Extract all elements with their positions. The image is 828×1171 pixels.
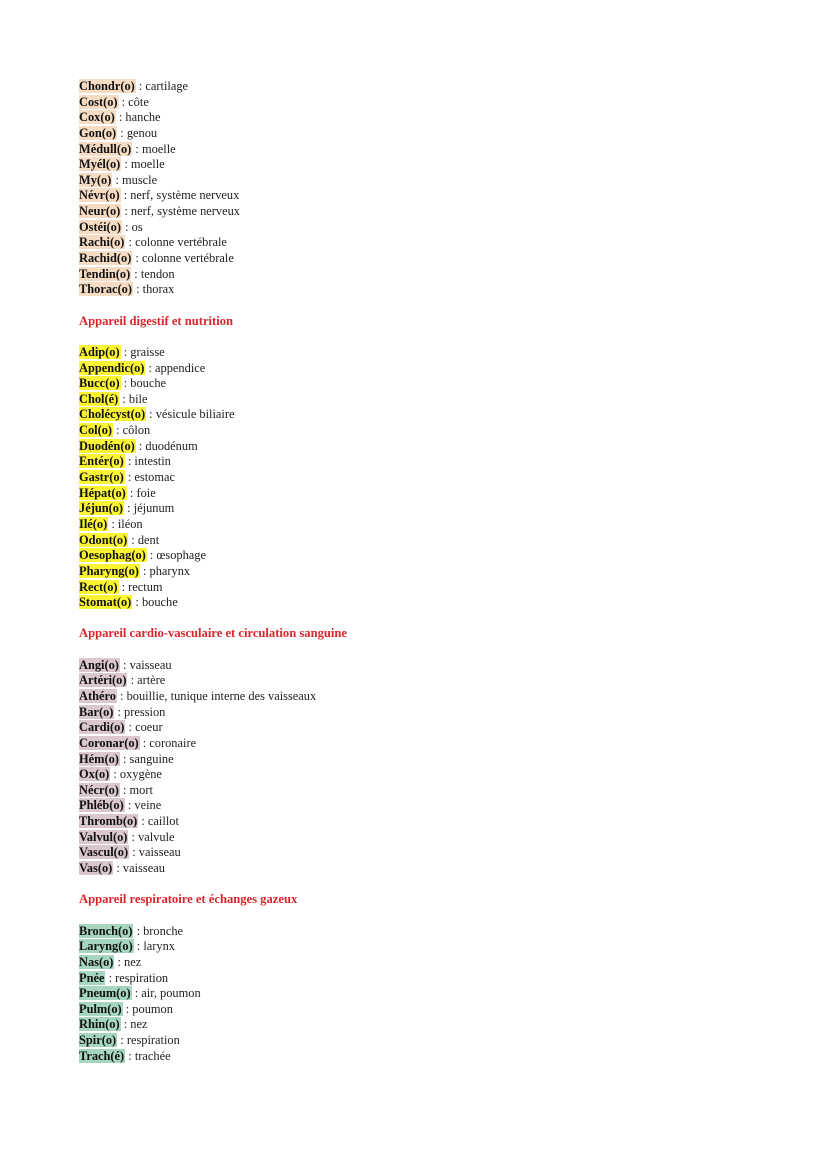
glossary-entry [79,142,779,158]
glossary-entry [79,798,779,814]
glossary-entry [79,689,779,705]
section-cardiovascular-list [79,658,779,877]
glossary-entry [79,235,779,251]
prefix-definition: : nez [114,954,142,969]
prefix-definition: : nerf, système nerveux [121,204,241,219]
prefix-term: Gastr(o) [79,470,124,485]
prefix-term: Cardi(o) [79,720,125,735]
prefix-term: Thromb(o) [79,814,138,829]
glossary-entry [79,548,779,564]
glossary-entry [79,220,779,236]
prefix-term: Stomat(o) [79,595,132,610]
glossary-entry [79,407,779,423]
prefix-definition: : vaisseau [129,845,181,860]
prefix-term: Névr(o) [79,188,120,203]
glossary-entry [79,783,779,799]
prefix-definition: : coeur [125,720,163,735]
prefix-definition: : estomac [124,470,175,485]
prefix-definition: : côlon [113,423,151,438]
prefix-definition: : côte [118,94,149,109]
glossary-entry [79,955,779,971]
glossary-entry [79,595,779,611]
prefix-definition: : nerf, système nerveux [120,188,240,203]
glossary-entry [79,564,779,580]
prefix-definition: : moelle [121,157,165,172]
prefix-term: Spir(o) [79,1033,117,1048]
prefix-definition: : jéjunum [124,501,175,516]
section-heading-cardiovascular: Appareil cardio-vasculaire et circulation sanguine [79,626,347,641]
prefix-definition: : bouche [132,595,178,610]
glossary-entry [79,376,779,392]
glossary-entry [79,392,779,408]
section-heading-digestive: Appareil digestif et nutrition [79,313,234,328]
glossary-entry [79,830,779,846]
prefix-term: Athéro [79,688,116,703]
glossary-entry [79,1049,779,1065]
prefix-term: Cost(o) [79,94,118,109]
prefix-term: Artéri(o) [79,673,127,688]
prefix-term: Nas(o) [79,954,114,969]
section-respiratory-list [79,924,779,1065]
prefix-term: Chondr(o) [79,79,135,93]
prefix-term: Nécr(o) [79,782,119,797]
prefix-term: Hém(o) [79,751,119,766]
prefix-definition: : foie [126,485,156,500]
prefix-definition: : intestin [124,454,171,469]
prefix-definition: : genou [117,125,158,140]
glossary-entry [79,110,779,126]
prefix-term: Pneum(o) [79,986,131,1001]
glossary-entry [79,1002,779,1018]
glossary-entry [79,736,779,752]
glossary-entry [79,767,779,783]
prefix-term: Ox(o) [79,767,110,782]
prefix-definition: : larynx [133,939,175,954]
prefix-definition: : bronche [133,923,184,938]
glossary-entry [79,1033,779,1049]
prefix-definition: : bile [119,391,148,406]
prefix-term: Bar(o) [79,704,114,719]
glossary-entry [79,157,779,173]
prefix-definition: : respiration [105,970,169,985]
glossary-entry [79,454,779,470]
prefix-term: Hépat(o) [79,485,126,500]
prefix-term: Cholécyst(o) [79,407,146,422]
prefix-definition: : veine [124,798,162,813]
prefix-term: Entér(o) [79,454,124,469]
glossary-entry [79,267,779,283]
prefix-definition: : vésicule biliaire [146,407,235,422]
prefix-definition: : coronaire [139,735,197,750]
prefix-term: Myél(o) [79,157,121,172]
prefix-term: Rachi(o) [79,235,125,250]
prefix-definition: : bouche [120,376,167,391]
prefix-term: Thorac(o) [79,282,132,297]
prefix-definition: : nez [120,1017,148,1032]
prefix-term: Coronar(o) [79,735,139,750]
prefix-term: Vascul(o) [79,845,129,860]
prefix-definition: : colonne vertébrale [125,235,227,250]
prefix-term: Vas(o) [79,861,113,876]
glossary-entry [79,517,779,533]
prefix-definition: : vaisseau [113,861,165,876]
glossary-entry [79,345,779,361]
glossary-entry [79,924,779,940]
glossary-entry [79,361,779,377]
prefix-term: Chol(é) [79,391,119,406]
prefix-term: Cox(o) [79,110,115,125]
prefix-definition: : œsophage [146,548,206,563]
prefix-definition: : bouillie, tunique interne des vaisseaux [116,688,317,703]
prefix-definition: : os [121,219,143,234]
glossary-entry [79,501,779,517]
prefix-definition: : graisse [120,344,165,359]
prefix-term: Oesophag(o) [79,548,146,563]
glossary-content [79,79,779,1064]
prefix-definition: : colonne vertébrale [132,251,234,266]
glossary-entry [79,423,779,439]
glossary-entry [79,580,779,596]
glossary-entry [79,720,779,736]
prefix-term: Col(o) [79,423,113,438]
prefix-term: Médull(o) [79,141,132,156]
section-heading-respiratory: Appareil respiratoire et échanges gazeux [79,892,298,907]
prefix-definition: : respiration [117,1033,180,1048]
prefix-definition: : muscle [112,172,158,187]
glossary-entry [79,986,779,1002]
prefix-definition: : hanche [115,110,161,125]
prefix-definition: : mort [119,782,153,797]
prefix-definition: : poumon [122,1001,173,1016]
prefix-definition: : rectum [118,579,163,594]
prefix-definition: : trachée [125,1048,171,1063]
glossary-entry [79,861,779,877]
prefix-term: Rachid(o) [79,251,132,266]
prefix-term: Jéjun(o) [79,501,124,516]
glossary-entry [79,126,779,142]
prefix-term: Appendic(o) [79,360,145,375]
prefix-definition: : thorax [133,282,175,297]
section-musculoskeletal-list [79,79,779,298]
glossary-entry [79,814,779,830]
glossary-entry [79,939,779,955]
prefix-term: Bucc(o) [79,376,120,391]
prefix-definition: : moelle [132,141,176,156]
prefix-term: Neur(o) [79,204,121,219]
prefix-definition: : duodénum [135,438,198,453]
prefix-definition: : pression [114,704,166,719]
prefix-term: Duodén(o) [79,438,135,453]
prefix-term: Angi(o) [79,657,119,672]
prefix-definition: : vaisseau [119,657,172,672]
prefix-term: Pharyng(o) [79,563,139,578]
prefix-term: Pnée [79,970,105,985]
glossary-entry [79,173,779,189]
prefix-term: My(o) [79,172,112,187]
prefix-definition: : dent [128,532,160,547]
prefix-definition: : pharynx [139,563,191,578]
prefix-definition: : oxygène [110,767,162,782]
prefix-definition: : cartilage [135,79,189,93]
glossary-entry [79,673,779,689]
prefix-term: Ostéi(o) [79,219,121,234]
glossary-entry [79,658,779,674]
prefix-definition: : artère [127,673,166,688]
glossary-entry [79,845,779,861]
prefix-term: Laryng(o) [79,939,133,954]
glossary-entry [79,282,779,298]
glossary-entry [79,470,779,486]
prefix-term: Adip(o) [79,344,120,359]
prefix-definition: : valvule [128,829,175,844]
glossary-entry [79,705,779,721]
prefix-definition: : iléon [108,516,143,531]
prefix-term: Trach(é) [79,1048,125,1063]
glossary-entry [79,251,779,267]
prefix-term: Ilé(o) [79,516,108,531]
prefix-term: Bronch(o) [79,923,133,938]
prefix-term: Odont(o) [79,532,128,547]
glossary-entry [79,752,779,768]
prefix-term: Valvul(o) [79,829,128,844]
glossary-entry [79,204,779,220]
prefix-definition: : air, poumon [131,986,201,1001]
prefix-term: Pulm(o) [79,1001,122,1016]
glossary-entry [79,79,779,95]
glossary-entry [79,439,779,455]
section-digestive-list [79,345,779,611]
prefix-term: Gon(o) [79,125,117,140]
prefix-definition: : appendice [145,360,206,375]
prefix-definition: : caillot [138,814,179,829]
glossary-entry [79,95,779,111]
prefix-term: Phléb(o) [79,798,124,813]
glossary-entry [79,188,779,204]
prefix-term: Tendin(o) [79,266,131,281]
glossary-entry [79,1017,779,1033]
prefix-definition: : tendon [131,266,175,281]
prefix-definition: : sanguine [119,751,174,766]
glossary-entry [79,533,779,549]
prefix-term: Rect(o) [79,579,118,594]
glossary-entry [79,971,779,987]
glossary-entry [79,486,779,502]
prefix-term: Rhin(o) [79,1017,120,1032]
